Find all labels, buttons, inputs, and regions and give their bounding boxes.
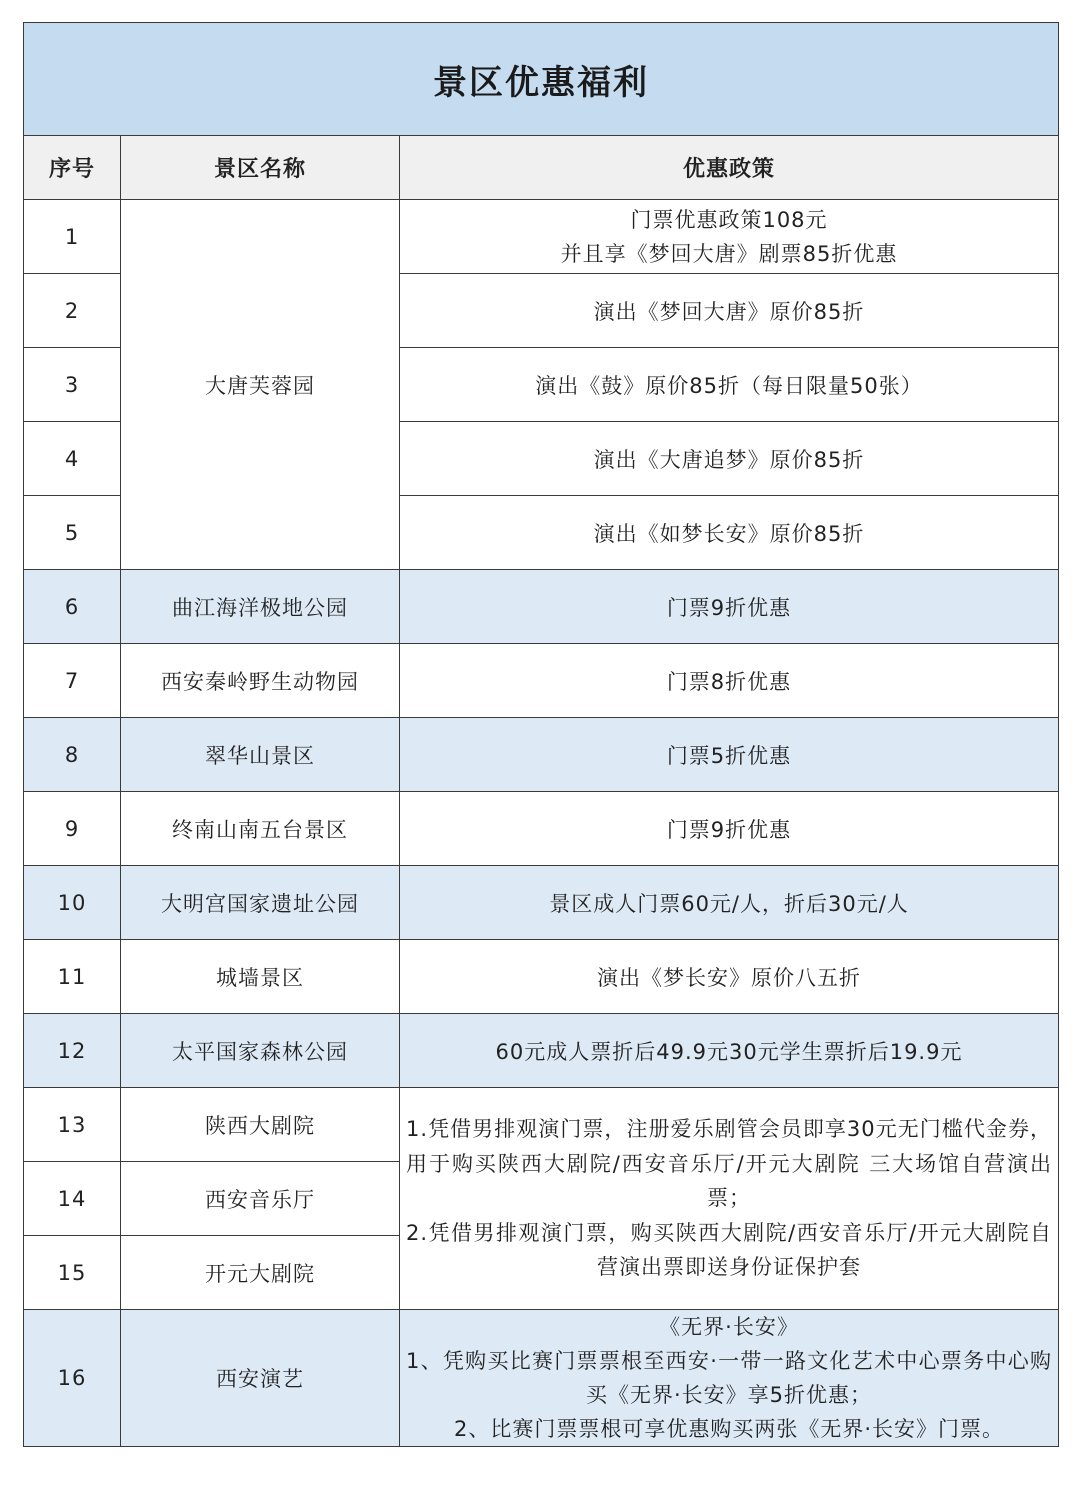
row-no: 10 xyxy=(24,866,121,940)
table-row xyxy=(24,1310,1059,1447)
row-no: 1 xyxy=(24,200,121,274)
table-row xyxy=(24,792,1059,866)
row-no: 16 xyxy=(24,1310,121,1447)
scenic-name: 终南山南五台景区 xyxy=(121,792,400,866)
row-no: 8 xyxy=(24,718,121,792)
header-row xyxy=(24,136,1059,200)
title-row xyxy=(24,23,1059,136)
policy-cell: 门票8折优惠 xyxy=(400,644,1059,718)
row-no: 2 xyxy=(24,274,121,348)
header-name: 景区名称 xyxy=(121,136,400,200)
policy-line: 1、凭购买比赛门票票根至西安·一带一路文化艺术中心票务中心购买《无界·长安》享5折优惠； xyxy=(406,1349,1053,1407)
table-title: 景区优惠福利 xyxy=(24,23,1059,136)
row-no: 4 xyxy=(24,422,121,496)
policy-line: 1.凭借男排观演门票，注册爱乐剧管会员即享30元无门槛代金券，用于购买陕西大剧院/西安音乐厅/开元大剧院 三大场馆自营演出票； xyxy=(406,1117,1053,1211)
policy-cell: 演出《大唐追梦》原价85折 xyxy=(400,422,1059,496)
theater-policy-cell xyxy=(400,1088,1059,1310)
row-no: 5 xyxy=(24,496,121,570)
scenic-name: 曲江海洋极地公园 xyxy=(121,570,400,644)
scenic-name: 西安演艺 xyxy=(121,1310,400,1447)
discount-table-sheet xyxy=(23,22,1058,1447)
discount-table xyxy=(23,22,1059,1447)
scenic-name: 开元大剧院 xyxy=(121,1236,400,1310)
table-row xyxy=(24,718,1059,792)
scenic-name: 城墙景区 xyxy=(121,940,400,1014)
row-no: 15 xyxy=(24,1236,121,1310)
scenic-name: 西安音乐厅 xyxy=(121,1162,400,1236)
row-no: 11 xyxy=(24,940,121,1014)
policy-cell: 演出《鼓》原价85折（每日限量50张） xyxy=(400,348,1059,422)
table-row xyxy=(24,1088,1059,1162)
row-no: 3 xyxy=(24,348,121,422)
policy-cell: 门票9折优惠 xyxy=(400,570,1059,644)
row-no: 6 xyxy=(24,570,121,644)
policy-cell xyxy=(400,200,1059,274)
table-row xyxy=(24,644,1059,718)
row-no: 12 xyxy=(24,1014,121,1088)
table-row xyxy=(24,866,1059,940)
row-no: 7 xyxy=(24,644,121,718)
table-row xyxy=(24,570,1059,644)
policy-cell: 演出《梦长安》原价八五折 xyxy=(400,940,1059,1014)
scenic-name: 大唐芙蓉园 xyxy=(121,200,400,570)
scenic-name: 翠华山景区 xyxy=(121,718,400,792)
table-row xyxy=(24,940,1059,1014)
header-no: 序号 xyxy=(24,136,121,200)
policy-cell: 门票5折优惠 xyxy=(400,718,1059,792)
policy-line: 并且享《梦回大唐》剧票85折优惠 xyxy=(560,241,898,266)
policy-cell: 演出《梦回大唐》原价85折 xyxy=(400,274,1059,348)
policy-line: 2.凭借男排观演门票，购买陕西大剧院/西安音乐厅/开元大剧院自营演出票即送身份证保护套 xyxy=(406,1220,1053,1280)
scenic-name: 太平国家森林公园 xyxy=(121,1014,400,1088)
row-no: 13 xyxy=(24,1088,121,1162)
policy-line: 门票优惠政策108元 xyxy=(630,207,828,232)
policy-cell xyxy=(400,1310,1059,1447)
policy-cell: 门票9折优惠 xyxy=(400,792,1059,866)
row-no: 9 xyxy=(24,792,121,866)
header-policy: 优惠政策 xyxy=(400,136,1059,200)
policy-line: 《无界·长安》 xyxy=(659,1315,799,1339)
policy-cell: 景区成人门票60元/人，折后30元/人 xyxy=(400,866,1059,940)
policy-line: 2、比赛门票票根可享优惠购买两张《无界·长安》门票。 xyxy=(453,1417,1005,1441)
scenic-name: 西安秦岭野生动物园 xyxy=(121,644,400,718)
policy-cell: 演出《如梦长安》原价85折 xyxy=(400,496,1059,570)
table-row xyxy=(24,1014,1059,1088)
scenic-name: 陕西大剧院 xyxy=(121,1088,400,1162)
row-no: 14 xyxy=(24,1162,121,1236)
table-row xyxy=(24,200,1059,274)
scenic-name: 大明宫国家遗址公园 xyxy=(121,866,400,940)
policy-cell: 60元成人票折后49.9元30元学生票折后19.9元 xyxy=(400,1014,1059,1088)
